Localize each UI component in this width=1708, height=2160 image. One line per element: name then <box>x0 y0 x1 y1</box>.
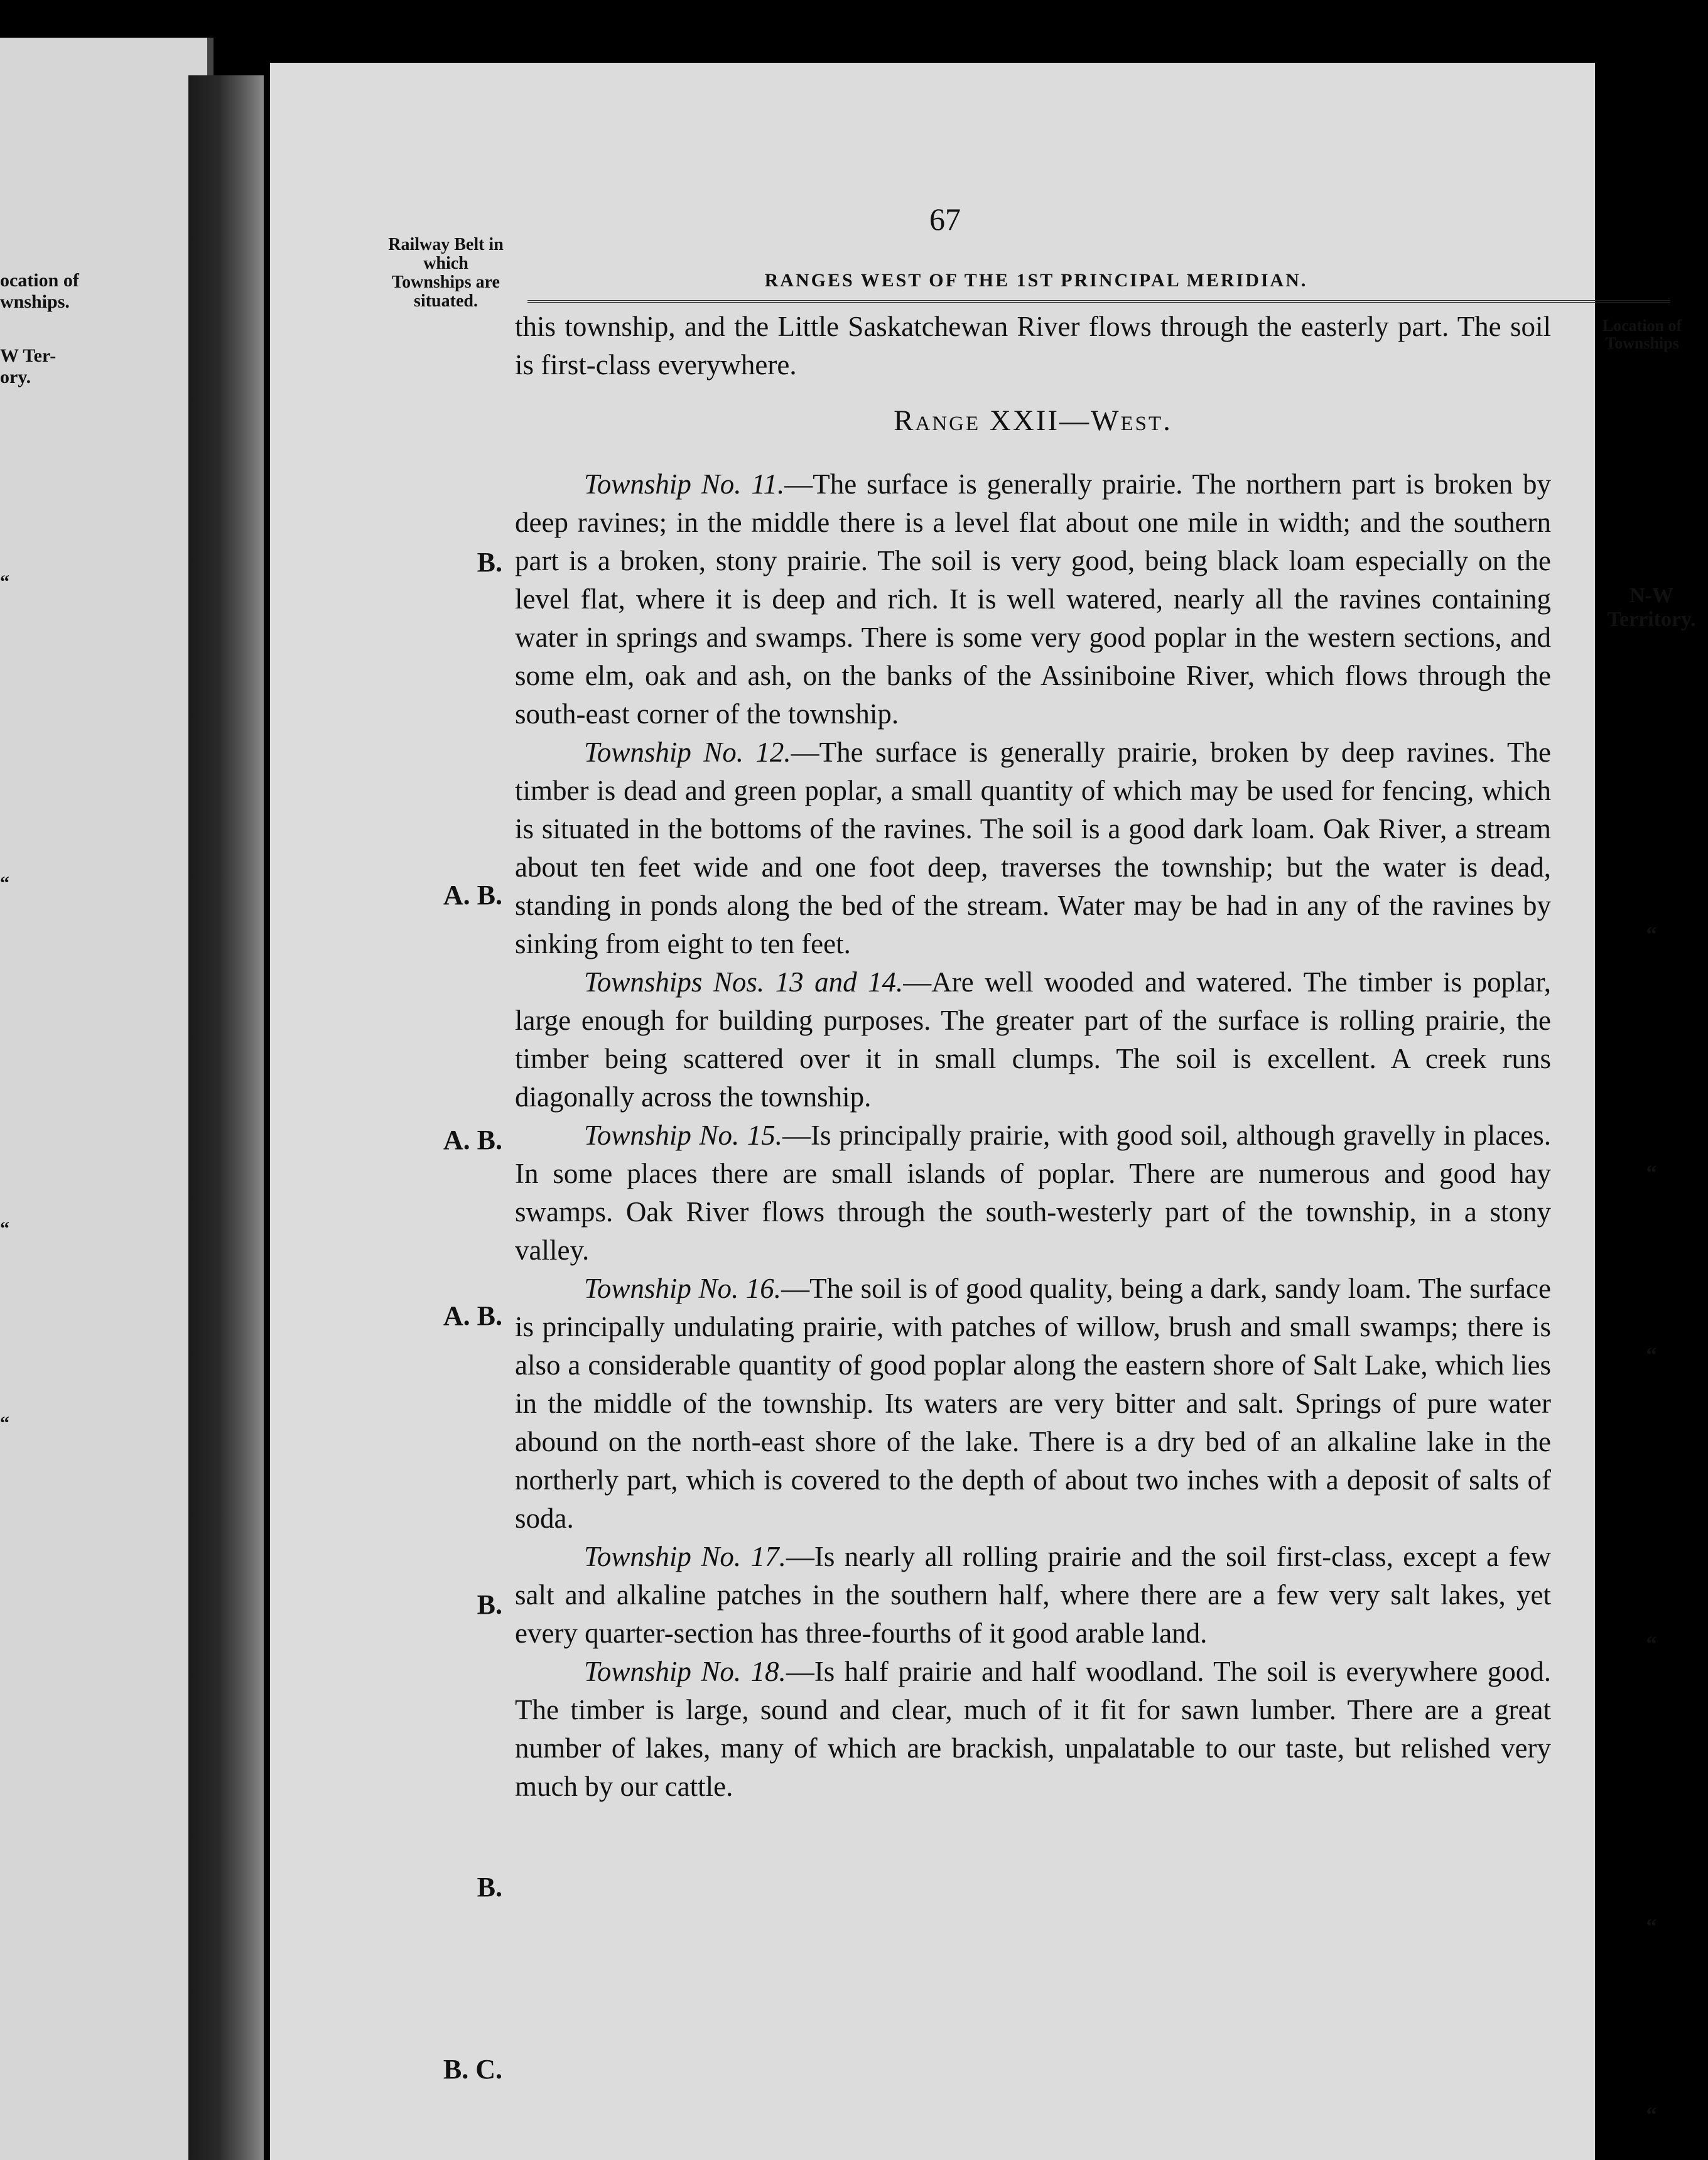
location-code: N-W Territory. <box>1607 584 1696 631</box>
running-head: RANGES WEST OF THE 1ST PRINCIPAL MERIDIAN. <box>764 270 1308 291</box>
left-page-fragment: ory. <box>0 367 31 387</box>
location-code: “ <box>1646 1633 1657 1656</box>
entry-text: —The soil is of good quality, being a dark, sandy loam. The surface is principally undulating prairie, with patches of willow, brush and small swamps; there is also a considerable quantity of good poplar along the eastern shore of Salt Lake, which lies in the middle of the township. Its waters are very bitter and salt. Springs of pure water abound on the north-east shore of the lake. There is a dry bed of an alkaline lake in the northerly part, which is covered to the depth of about two inches with a deposit of salts of soda. <box>515 1273 1551 1534</box>
document-page <box>270 63 1696 2160</box>
entry-text: —Are well wooded and watered. The timber is poplar, large enough for building purposes. The greater part of the surface is rolling prairie, the timber being scattered over it in small clumps. The soil is excellent. A creek runs diagonally across the township. <box>515 966 1552 1113</box>
entry-text: —Is principally prairie, with good soil, although gravelly in places. In some places there are small islands of poplar. There are numerous and good hay swamps. Oak River flows through the south-westerly part of the township, in a stony valley. <box>515 1120 1551 1266</box>
railway-belt-code: A. B. <box>443 1125 502 1155</box>
township-label: Township No. 18. <box>584 1656 786 1687</box>
township-label: Township No. 17. <box>584 1541 786 1572</box>
location-note: Location of Townships <box>1602 316 1682 352</box>
railway-belt-code: A. B. <box>443 1300 502 1331</box>
body-text <box>515 308 1551 1806</box>
left-page-fragment: W Ter- <box>0 345 57 366</box>
township-label: Township No. 12. <box>584 737 791 768</box>
left-page-fragment: wnships. <box>0 291 70 312</box>
location-code: “ <box>1646 1915 1657 1938</box>
entry-paragraph <box>515 1116 1551 1270</box>
entry-paragraph <box>515 1270 1551 1538</box>
left-page-ditto: “ <box>0 1413 9 1434</box>
entry-text: —Is nearly all rolling prairie and the soil first-class, except a few salt and alkaline patches in the southern half, where there are a few very salt lakes, yet every quarter-section has three-fourths of it good arable land. <box>515 1541 1551 1649</box>
left-page-fragment: ocation of <box>0 270 79 291</box>
township-label: Township No. 15. <box>584 1120 783 1151</box>
opening-text: this township, and the Little Saskatchewan River flows through the easterly part. The soil is first-class everywhere. <box>515 311 1551 381</box>
location-code: “ <box>1646 923 1657 946</box>
left-page-ditto: “ <box>0 873 9 894</box>
railway-belt-note: Railway Belt in which Townships are situated. <box>388 235 504 311</box>
township-label: Township No. 11. <box>584 468 785 500</box>
entry-text: —The surface is generally prairie, broken by deep ravines. The timber is dead and green poplar, a small quantity of which may be used for fencing, which is situated in the bottoms of the ravines. The soil is a good dark loam. Oak River, a stream about ten feet wide and one foot deep, traverses the township; but the water is dead, standing in ponds along the bed of the stream. Water may be had in any of the ravines by sinking from eight to ten feet. <box>515 737 1551 959</box>
location-code: “ <box>1646 2103 1657 2127</box>
railway-belt-code: B. <box>477 1589 502 1620</box>
railway-belt-code: B. C. <box>443 2054 502 2085</box>
page-number: 67 <box>929 202 961 237</box>
left-page-ditto: “ <box>0 571 9 592</box>
entry-paragraph <box>515 963 1551 1116</box>
township-label: Townships Nos. 13 and 14. <box>584 966 904 998</box>
township-label: Township No. 16. <box>584 1273 782 1304</box>
left-page <box>0 38 214 2160</box>
section-heading: Range XXII—West. <box>894 404 1172 437</box>
location-code: “ <box>1646 1162 1657 1185</box>
entry-text: —The surface is generally prairie. The northern part is broken by deep ravines; in the middle there is a level flat about one mile in width; and the southern part is a broken, stony prairie. The soil is very good, being black loam especially on the level flat, where it is deep and rich. It is well watered, nearly all the ravines containing water in springs and swamps. There is some very good poplar in the western sections, and some elm, oak and ash, on the banks of the Assiniboine River, which flows through the south-east corner of the township. <box>515 468 1551 730</box>
entry-text: —Is half prairie and half woodland. The soil is everywhere good. The timber is large, sound and clear, much of it fit for sawn lumber. There are a great number of lakes, many of which are brackish, unpalatable to our taste, but relished very much by our cattle. <box>515 1656 1551 1802</box>
entry-paragraph <box>515 465 1551 733</box>
header-rule <box>527 300 1670 303</box>
entry-paragraph <box>515 1538 1551 1653</box>
railway-belt-code: A. B. <box>443 880 502 910</box>
left-page-ditto: “ <box>0 1218 9 1239</box>
location-code: “ <box>1646 1344 1657 1367</box>
entry-paragraph <box>515 1653 1551 1806</box>
entry-paragraph <box>515 733 1551 963</box>
railway-belt-code: B. <box>477 547 502 578</box>
railway-belt-code: B. <box>477 1872 502 1903</box>
binding-edge <box>188 75 264 2160</box>
